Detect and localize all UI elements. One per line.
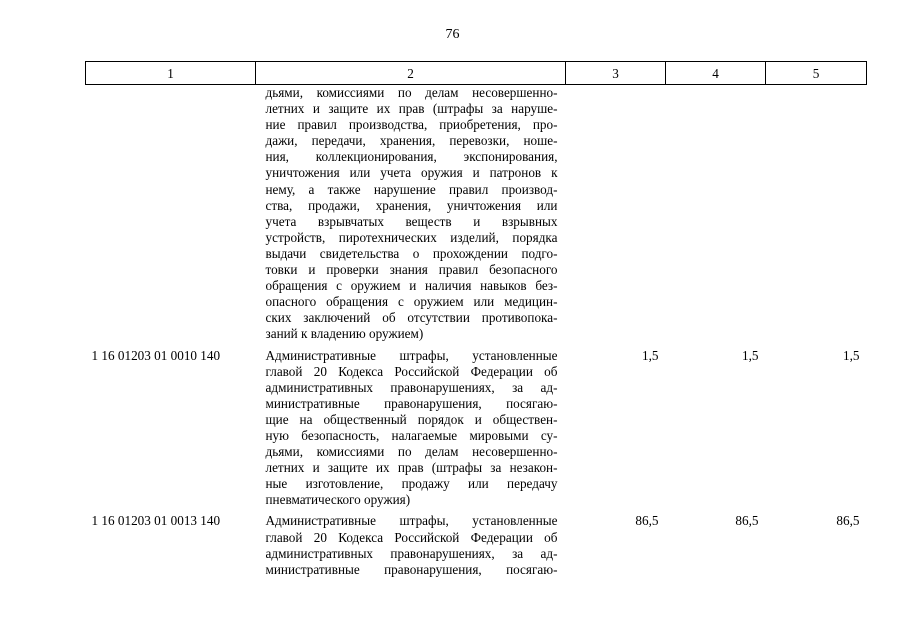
cell-value-4: 86,5 [735,513,759,529]
description-line: административных правонарушениях, за ад- [265,379,558,395]
description-line: административных правонарушениях, за ад- [265,545,558,561]
description-line: Административные штрафы, установленные [265,513,558,529]
cell-description [256,85,566,343]
table-row [86,513,867,577]
description-line: летних и защите их прав (штрафы за наруше- [265,101,558,117]
cell-description [256,513,566,577]
description-line: ную безопасность, налагаемые мировыми су- [265,427,558,443]
description-line: дажи, передачи, хранения, перевозки, ноше- [265,133,558,149]
cell-code [86,85,256,343]
cell-value-3: 86,5 [635,513,659,529]
description-line: заний к владению оружием) [265,326,424,342]
cell-value-4 [666,85,766,343]
description-line: главой 20 Кодекса Российской Федерации об [265,363,558,379]
budget-table [85,61,867,578]
column-header-3: 3 [566,62,666,85]
description-line: ные изготовление, продажу или передачу [265,476,558,492]
description-line: ние правил производства, приобретения, про- [265,117,558,133]
description-line: главой 20 Кодекса Российской Федерации об [265,529,558,545]
description-line: ства, продажи, хранения, уничтожения или [265,197,558,213]
cell-code: 1 16 01203 01 0010 140 [91,347,221,363]
description-line: ских заключений об отсутствии противопока- [265,310,558,326]
description-line: обращения с оружием и наличия навыков без- [265,278,558,294]
description-line: дьями, комиссиями по делам несовершенно- [265,85,558,100]
table-row [86,348,867,509]
description-line: летних и защите их прав (штрафы за незакон- [265,460,558,476]
cell-value-5: 1,5 [843,347,860,363]
table-row-continuation [86,85,867,343]
cell-value-5 [766,85,867,343]
cell-value-4: 1,5 [742,347,759,363]
cell-description [256,348,566,509]
cell-value-3 [566,85,666,343]
description-line: дьями, комиссиями по делам несовершенно- [265,444,558,460]
table-header [86,62,867,85]
column-header-2: 2 [256,62,566,85]
description-line: ния, коллекционирования, экспонирования, [265,149,558,165]
description-line: нему, а также нарушение правил производ- [265,181,558,197]
description-line: учета взрывчатых веществ и взрывных [265,213,558,229]
description-line: пневматического оружия) [265,492,411,508]
description-line: товки и проверки знания правил безопасного [265,262,558,278]
column-header-1: 1 [86,62,256,85]
cell-value-5: 86,5 [836,513,860,529]
column-header-5: 5 [766,62,867,85]
description-line: устройств, пиротехнических изделий, порядка [265,229,558,245]
description-line: Административные штрафы, установленные [265,347,558,363]
page-number: 76 [445,27,460,42]
table-body [86,85,867,578]
description-line: министративные правонарушения, посягаю- [265,561,558,577]
cell-value-3: 1,5 [642,347,659,363]
description-line: министративные правонарушения, посягаю- [265,395,558,411]
description-line: щие на общественный порядок и обществен- [265,411,558,427]
header-row [86,62,867,85]
column-header-4: 4 [666,62,766,85]
cell-code: 1 16 01203 01 0013 140 [91,513,221,529]
description-line: опасного обращения с оружием или медицин- [265,294,558,310]
description-line: выдачи свидетельства о прохождении подго- [265,245,558,261]
description-line: уничтожения или учета оружия и патронов к [265,165,558,181]
